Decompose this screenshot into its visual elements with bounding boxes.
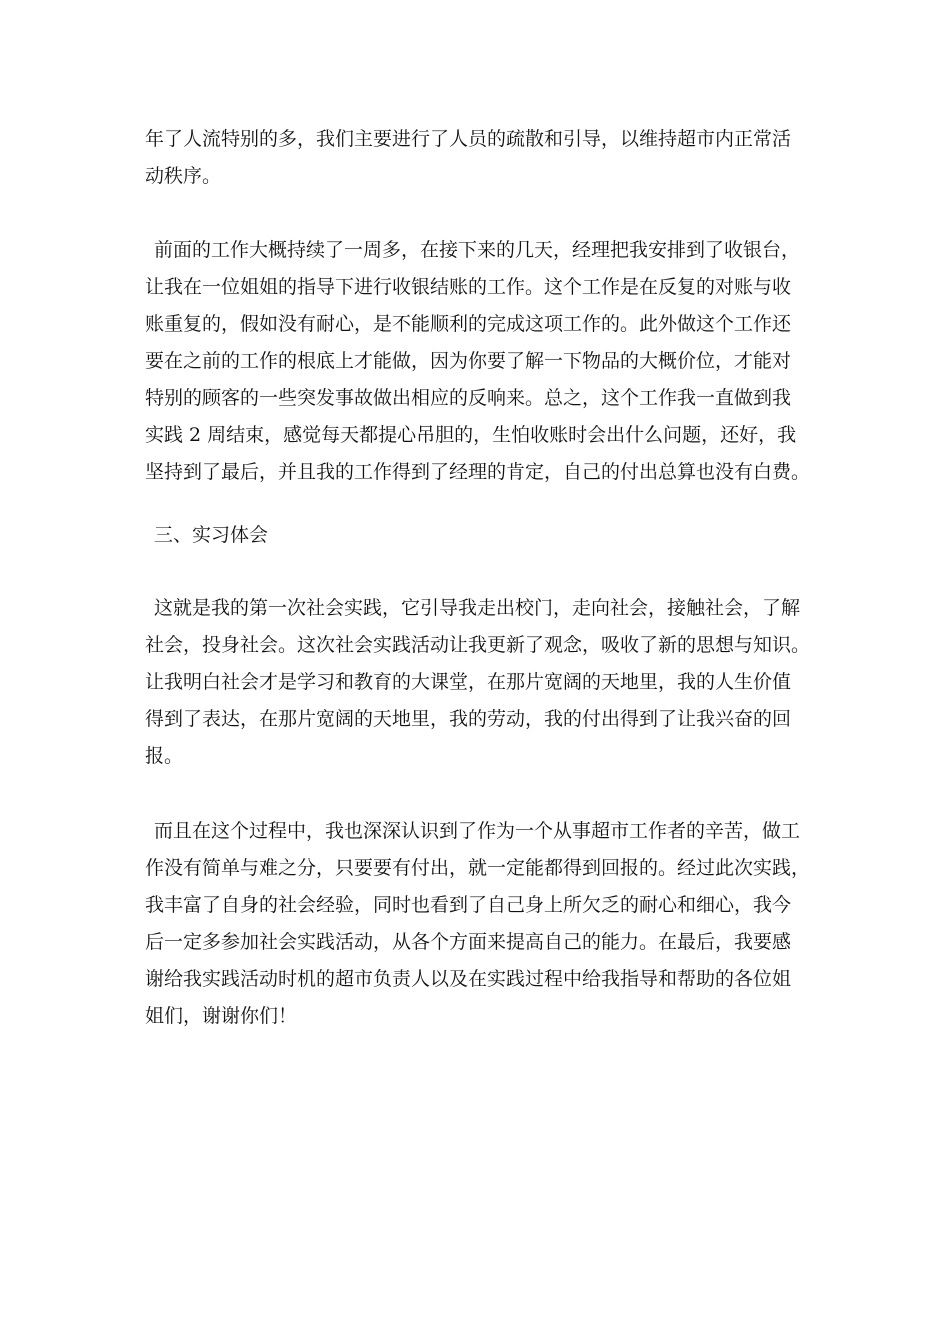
paragraph-line: 我丰富了自身的社会经验，同时也看到了自己身上所欠乏的耐心和细心，我今 bbox=[145, 894, 792, 916]
paragraph-line: 前面的工作大概持续了一周多，在接下来的几天，经理把我安排到了收银台， bbox=[154, 239, 801, 261]
paragraph-line: 而且在这个过程中，我也深深认识到了作为一个从事超市工作者的辛苦，做工 bbox=[154, 820, 801, 842]
paragraph-line: 让我明白社会才是学习和教育的大课堂，在那片宽阔的天地里，我的人生价值 bbox=[145, 671, 792, 693]
paragraph-line: 要在之前的工作的根底上才能做，因为你要了解一下物品的大概价位，才能对 bbox=[145, 350, 792, 372]
paragraph-line: 特别的顾客的一些突发事故做出相应的反响来。总之，这个工作我一直做到我 bbox=[145, 387, 792, 409]
paragraph-line: 得到了表达，在那片宽阔的天地里，我的劳动，我的付出得到了让我兴奋的回 bbox=[145, 708, 792, 730]
paragraph-line: 谢给我实践活动时机的超市负责人以及在实践过程中给我指导和帮助的各位姐 bbox=[145, 968, 792, 990]
paragraph-line: 账重复的，假如没有耐心，是不能顺利的完成这项工作的。此外做这个工作还 bbox=[145, 313, 792, 335]
paragraph-line: 这就是我的第一次社会实践，它引导我走出校门，走向社会，接触社会，了解 bbox=[154, 597, 801, 619]
paragraph-line: 坚持到了最后，并且我的工作得到了经理的肯定，自己的付出总算也没有白费。 bbox=[145, 461, 811, 483]
paragraph-line: 姐们，谢谢你们！ bbox=[145, 1005, 298, 1027]
section-heading bbox=[145, 517, 825, 554]
paragraph-line: 报。 bbox=[145, 745, 184, 767]
paragraph-line: 社会，投身社会。这次社会实践活动让我更新了观念，吸收了新的思想与知识。 bbox=[145, 634, 811, 656]
paragraph-line: 后一定多参加社会实践活动，从各个方面来提高自己的能力。在最后，我要感 bbox=[145, 931, 792, 953]
paragraph-3 bbox=[145, 590, 825, 775]
paragraph-2 bbox=[145, 232, 825, 491]
paragraph-line: 实践 2 周结束，感觉每天都提心吊胆的，生怕收账时会出什么问题，还好，我 bbox=[145, 424, 797, 446]
paragraph-line: 让我在一位姐姐的指导下进行收银结账的工作。这个工作是在反复的对账与收 bbox=[145, 276, 792, 298]
paragraph-line: 年了人流特别的多，我们主要进行了人员的疏散和引导，以维持超市内正常活 bbox=[145, 128, 792, 150]
section-title: 三、实习体会 bbox=[154, 524, 269, 546]
paragraph-4 bbox=[145, 813, 825, 1035]
paragraph-line: 作没有简单与难之分，只要要有付出，就一定能都得到回报的。经过此次实践， bbox=[145, 857, 811, 879]
paragraph-1 bbox=[145, 121, 825, 195]
paragraph-line: 动秩序。 bbox=[145, 165, 222, 187]
